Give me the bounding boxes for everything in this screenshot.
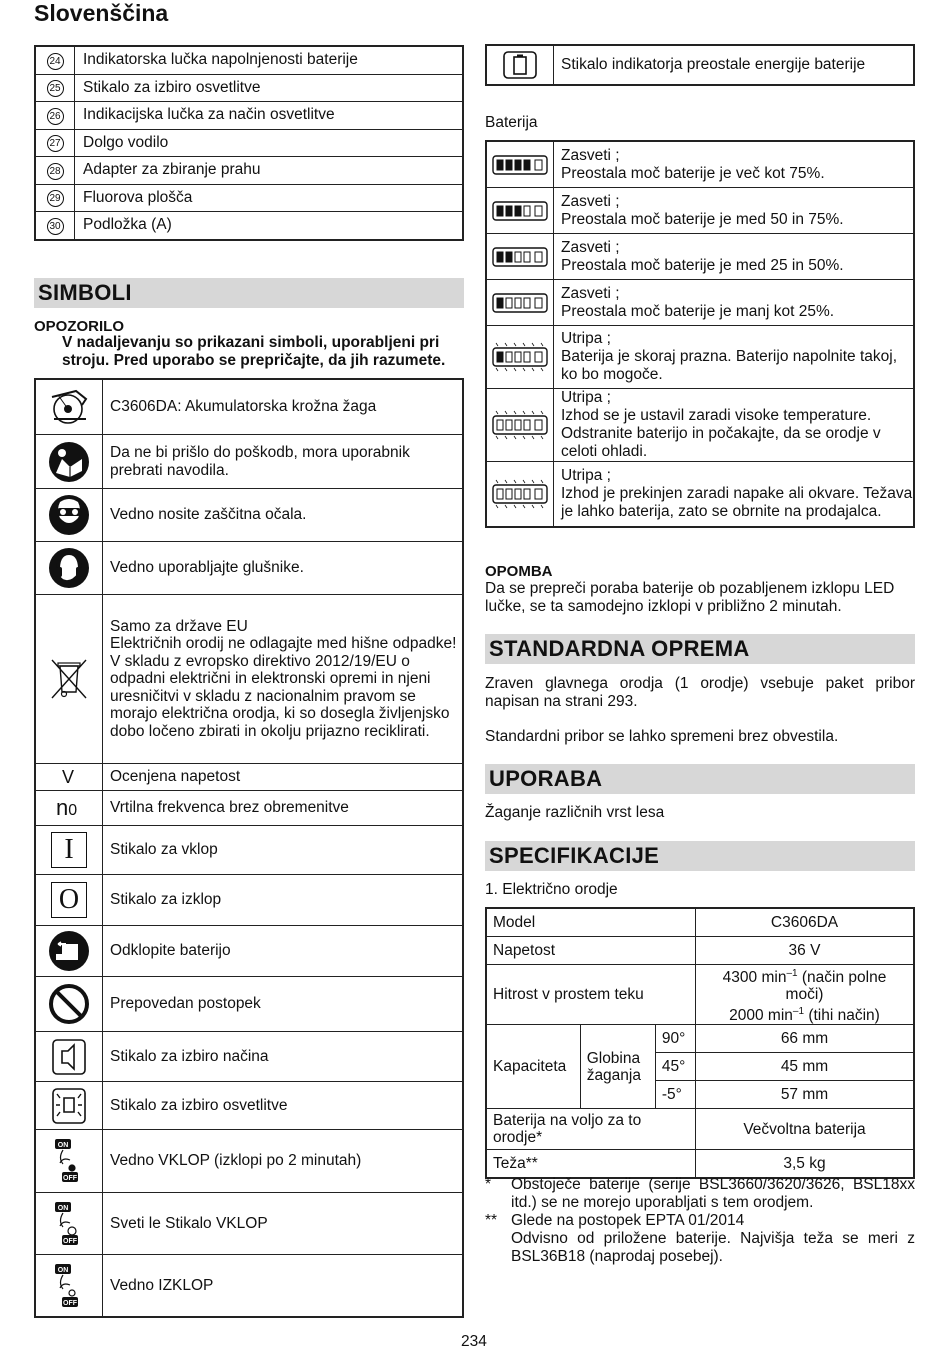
battery-state-description (554, 188, 915, 234)
battery-state-label: Zasveti ; (561, 192, 620, 210)
battery-state-row (486, 141, 914, 188)
part-row (35, 212, 463, 240)
symbol-row (35, 826, 463, 875)
symbol-description-line: Stikalo za vklop (110, 841, 218, 859)
symbol-row (35, 1255, 463, 1318)
symbol-description (103, 826, 464, 875)
part-row (35, 129, 463, 157)
light-switch-icon (35, 1082, 103, 1130)
spec-weight-value: 3,5 kg (696, 1150, 915, 1179)
battery-switch-label: Stikalo indikatorja preostale energije baterije (561, 56, 866, 73)
part-label: Fluorova plošča (75, 184, 464, 212)
battery-state-text: Preostala moč baterije je več kot 75%. (561, 164, 825, 182)
battery-segment (515, 160, 521, 170)
part-label: Podložka (A) (83, 216, 172, 234)
spec-depth-angle: 90° (655, 1025, 695, 1053)
battery-switch-table (485, 44, 915, 86)
spec-capacity-label: Kapaciteta (486, 1025, 580, 1109)
symbol-row (35, 542, 463, 595)
battery-state-description (554, 462, 915, 528)
spec-speed-label: Hitrost v prostem teku (486, 965, 696, 1025)
battery-segment (497, 252, 503, 262)
spec-weight-label: Teža** (486, 1150, 696, 1179)
battery-segment (524, 352, 530, 362)
spec-depth-angle: 45° (655, 1053, 695, 1081)
symbol-row (35, 435, 463, 489)
battery-segment (506, 252, 512, 262)
symbol-row (35, 926, 463, 977)
battery-segment (524, 160, 530, 170)
symbol-description (103, 977, 464, 1032)
battery-segment (515, 352, 521, 362)
battery-segment (497, 352, 503, 362)
symbol-row (35, 764, 463, 791)
crossed-bin-icon (35, 595, 103, 764)
battery-segment (524, 252, 530, 262)
part-row (35, 74, 463, 102)
battery-state-description (554, 141, 915, 188)
battery-level-icon (486, 326, 554, 389)
battery-level-icon (486, 188, 554, 234)
battery-state-row (486, 234, 914, 280)
symbol-description (103, 595, 464, 764)
battery-state-label: Utripa ; (561, 467, 611, 484)
symbol-description (103, 875, 464, 926)
symbol-description (103, 1255, 464, 1318)
svg-text:ON: ON (57, 1204, 69, 1212)
specs-subheading: 1. Električno orodje (485, 881, 618, 898)
voltage-icon: V (35, 764, 103, 791)
note-text: Da se prepreči poraba baterije ob pozabljenem izklopu LED lučke, se ta samodejno izklopi v približno 2 minutah. (485, 580, 895, 615)
symbol-row (35, 379, 463, 435)
symbols-table (34, 378, 464, 1318)
standard-equipment-text-2: Standardni pribor se lahko spremeni brez obvestila. (485, 728, 839, 745)
symbol-description (103, 1130, 464, 1193)
battery-state-label: Zasveti ; (561, 146, 620, 164)
battery-state-label: Zasveti ; (561, 284, 620, 302)
symbol-description-line: Električnih orodij ne odlagajte med hišne odpadke! (110, 635, 457, 653)
part-number: 29 (47, 190, 64, 207)
symbol-description (103, 435, 464, 489)
symbol-description (103, 1082, 464, 1130)
symbol-row (35, 977, 463, 1032)
ear-protection-icon (35, 542, 103, 595)
usage-title: UPORABA (485, 764, 915, 794)
warning-heading: OPOZORILO (34, 318, 124, 335)
prohibited-icon (35, 977, 103, 1032)
spec-depth-label: Globina žaganja (580, 1025, 655, 1109)
footnote-1: * Obstoječe baterije (serije BSL3660/3620/3626, BSL18xx itd.) se ne morejo uporabljati s tem orodjem. (485, 1176, 915, 1211)
battery-segment (506, 206, 512, 216)
part-number: 28 (47, 163, 64, 180)
no-load-speed-icon: n0 (35, 791, 103, 826)
symbol-description-line: Stikalo za izklop (110, 891, 222, 909)
safety-goggles-icon (35, 489, 103, 542)
spec-depth-value: 57 mm (696, 1081, 915, 1109)
part-number: 27 (47, 135, 64, 152)
part-label: Adapter za zbiranje prahu (75, 157, 464, 185)
symbol-description (103, 791, 464, 826)
language-heading: Slovenščina (34, 0, 169, 26)
symbol-description-line: Odklopite baterijo (110, 942, 231, 960)
symbol-description-line: Da ne bi prišlo do poškodb, mora uporabnik prebrati navodila. (110, 444, 410, 479)
battery-state-description (554, 326, 915, 389)
battery-state-row (486, 389, 914, 462)
symbol-row (35, 595, 463, 764)
battery-state-label: Utripa ; (561, 330, 611, 347)
spec-depth-value: 66 mm (696, 1025, 915, 1053)
battery-segment (506, 160, 512, 170)
warning-text: V nadaljevanju so prikazani simboli, uporabljeni pri stroju. Pred uporabo se prepričajte, da jih razumete. (62, 334, 446, 369)
part-number: 26 (47, 108, 64, 125)
battery-state-row (486, 326, 914, 389)
battery-segment (515, 298, 521, 308)
battery-state-description (554, 389, 915, 462)
symbol-row (35, 1130, 463, 1193)
symbol-description-line: Vedno uporabljajte glušnike. (110, 559, 304, 577)
battery-segment (515, 252, 521, 262)
spec-speed-quiet: 2000 $\min^{-1}$ (tihi način) (729, 1006, 880, 1025)
battery-segment (497, 206, 503, 216)
symbol-description-line: C3606DA: Akumulatorska krožna žaga (110, 398, 377, 416)
symbol-description (103, 1032, 464, 1082)
battery-state-text: Baterija je skoraj prazna. Baterijo napolnite takoj, ko bo mogoče. (561, 348, 898, 383)
battery-heading: Baterija (485, 114, 538, 131)
battery-segment (515, 489, 521, 499)
disconnect-battery-icon (35, 926, 103, 977)
symbol-description (103, 764, 464, 791)
svg-text:ON: ON (57, 1142, 69, 1149)
symbol-row (35, 1193, 463, 1255)
battery-indicator-table (485, 140, 915, 528)
symbol-description (103, 489, 464, 542)
switch-off-icon: O (35, 875, 103, 926)
symbol-description-line: Vedno IZKLOP (110, 1276, 214, 1294)
battery-state-description (554, 234, 915, 280)
part-row (35, 102, 463, 130)
battery-segment (497, 298, 503, 308)
part-label: Dolgo vodilo (75, 129, 464, 157)
battery-level-icon (486, 389, 554, 462)
symbol-description (103, 379, 464, 435)
symbol-description-line: Stikalo za izbiro osvetlitve (110, 1096, 288, 1114)
symbol-description (103, 542, 464, 595)
symbol-description-line: Stikalo za izbiro načina (110, 1047, 269, 1065)
battery-state-text: Preostala moč baterije je med 50 in 75%. (561, 210, 844, 228)
spec-depth-angle: -5° (655, 1081, 695, 1109)
battery-segment (515, 420, 521, 430)
part-label: Stikalo za izbiro osvetlitve (75, 74, 464, 102)
battery-segment (506, 420, 512, 430)
battery-segment (524, 206, 530, 216)
circular-saw-icon (35, 379, 103, 435)
symbols-title: SIMBOLI (34, 278, 464, 308)
battery-level-icon (486, 462, 554, 528)
symbol-description (103, 926, 464, 977)
battery-segment (524, 298, 530, 308)
specs-title: SPECIFIKACIJE (485, 841, 915, 871)
symbol-description-line: Samo za države EU (110, 617, 248, 635)
always-off-icon (35, 1255, 103, 1318)
part-row (35, 157, 463, 185)
part-label: Indikatorska lučka napolnjenosti baterije (75, 46, 464, 74)
standard-equipment-text-1: Zraven glavnega orodja (1 orodje) vsebuje paket pribor napisan na strani 293. (485, 675, 915, 710)
battery-state-row (486, 188, 914, 234)
part-number: 24 (47, 53, 64, 70)
battery-state-text: Izhod je prekinjen zaradi napake ali okvare. Težava je lahko baterija, zato se obrnite na prodajalca. (561, 485, 913, 520)
spec-speed-value (696, 965, 915, 1025)
battery-state-text: Preostala moč baterije je med 25 in 50%. (561, 256, 844, 274)
battery-level-icon (486, 234, 554, 280)
symbol-description-line: V skladu z evropsko direktivo 2012/19/EU o odpadni električni in elektronski opremi in njeni uresničitvi v skladu z nacionalnim pravom se morajo električna orodja, ki so dosegla življenjsko dobo ločeno zbirati in okolju prijazno reciklirati. (110, 652, 450, 740)
battery-segment (506, 489, 512, 499)
switch-on-icon: I (35, 826, 103, 875)
spec-model-label: Model (486, 908, 696, 937)
battery-check-button-icon (503, 51, 537, 79)
symbol-description-line: Vrtilna frekvenca brez obremenitve (110, 799, 349, 817)
battery-segment (524, 420, 530, 430)
standard-equipment-title: STANDARDNA OPREMA (485, 634, 915, 664)
part-number: 30 (47, 218, 64, 235)
battery-segment (515, 206, 521, 216)
symbol-description-line: Vedno nosite zaščitna očala. (110, 506, 307, 524)
symbol-description-line: Prepovedan postopek (110, 995, 261, 1013)
symbol-description-line: Ocenjena napetost (110, 768, 241, 786)
part-number: 25 (47, 80, 64, 97)
part-row (35, 46, 463, 74)
symbol-row (35, 791, 463, 826)
footnote-2: ** Glede na postopek EPTA 01/2014 Odvisno od priložene baterije. Najvišja teža se meri z BSL36B18 (naprodaj posebej). (485, 1212, 915, 1265)
parts-list (34, 45, 464, 241)
part-row (35, 184, 463, 212)
spec-battery-value: Večvoltna baterija (696, 1109, 915, 1150)
battery-level-icon (486, 141, 554, 188)
svg-text:OFF: OFF (63, 1237, 77, 1245)
battery-state-label: Zasveti ; (561, 238, 620, 256)
spec-depth-value: 45 mm (696, 1053, 915, 1081)
symbol-row (35, 1082, 463, 1130)
spec-battery-label: Baterija na voljo za to orodje* (486, 1109, 696, 1150)
battery-segment (524, 489, 530, 499)
part-label: Indikacijska lučka za način osvetlitve (75, 102, 464, 130)
battery-state-row (486, 280, 914, 326)
svg-text:OFF: OFF (63, 1175, 77, 1182)
usage-text: Žaganje različnih vrst lesa (485, 804, 665, 821)
symbol-description-line: Vedno VKLOP (izklopi po 2 minutah) (110, 1152, 362, 1170)
svg-text:OFF: OFF (63, 1299, 77, 1307)
note-heading: OPOMBA (485, 563, 553, 580)
spec-model-value: C3606DA (696, 908, 915, 937)
battery-level-icon (486, 280, 554, 326)
read-manual-icon (35, 435, 103, 489)
svg-text:ON: ON (57, 1266, 69, 1274)
spec-speed-full: 4300 $\min^{-1}$ (način polne moči) (722, 968, 887, 1004)
symbol-description (103, 1193, 464, 1255)
symbol-row (35, 489, 463, 542)
battery-segment (497, 489, 503, 499)
on-switch-light-icon (35, 1193, 103, 1255)
symbol-row (35, 1032, 463, 1082)
battery-segment (497, 160, 503, 170)
spec-voltage-label: Napetost (486, 937, 696, 965)
battery-state-text: Preostala moč baterije je manj kot 25%. (561, 302, 835, 320)
symbol-description-line: Sveti le Stikalo VKLOP (110, 1214, 268, 1232)
page-number: 234 (461, 1333, 487, 1350)
always-on-icon (35, 1130, 103, 1193)
battery-segment (506, 298, 512, 308)
battery-state-description (554, 280, 915, 326)
battery-segment (506, 352, 512, 362)
battery-state-row (486, 462, 914, 528)
spec-voltage-value: 36 V (696, 937, 915, 965)
battery-state-label: Utripa ; (561, 389, 611, 406)
mode-switch-icon (35, 1032, 103, 1082)
battery-segment (497, 420, 503, 430)
symbol-row (35, 875, 463, 926)
specs-table (485, 907, 915, 1179)
battery-state-text: Izhod se je ustavil zaradi visoke temperature. Odstranite baterijo in počakajte, da se orodje v celoti ohladi. (561, 407, 881, 460)
